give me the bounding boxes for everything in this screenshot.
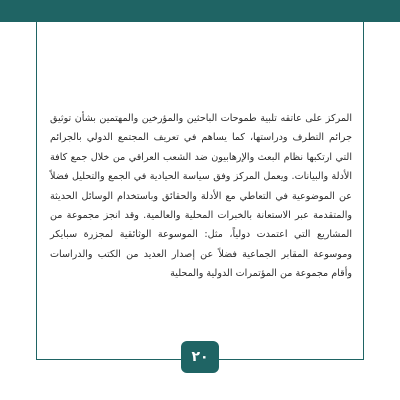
header-band <box>0 0 400 22</box>
body-paragraph: المركز على عاتقه تلبية طموحات الباحثين والمؤرخين والمهتمين بشأن توثيق جرائم التطرف ودراستها، كما يساهم في تعريف المجتمع الدولي بالجرائم التي ارتكبها نظام البعث والإرهابيون ضد الشعب العراقي من خلال جمع كافة الأدلة والبيانات. ويعمل المركز وفق سياسة الحيادية في الجمع والتحليل فضلاً عن الموضوعية في التعاطي مع الأدلة والحقائق وباستخدام الوسائل الحديثة والمتقدمة عبر الاستعانة بالخبرات المحلية والعالمية. وقد انجز مجموعة من المشاريع التي اعتمدت دولياً، مثل: الموسوعة الوثائقية لمجزرة سبايكر وموسوعة المقابر الجماعية فضلاً عن إصدار العديد من الكتب والدراسات وأقام مجموعة من المؤتمرات الدولية والمحلية <box>50 113 352 280</box>
page-number-badge: ٢٠ <box>181 341 219 373</box>
